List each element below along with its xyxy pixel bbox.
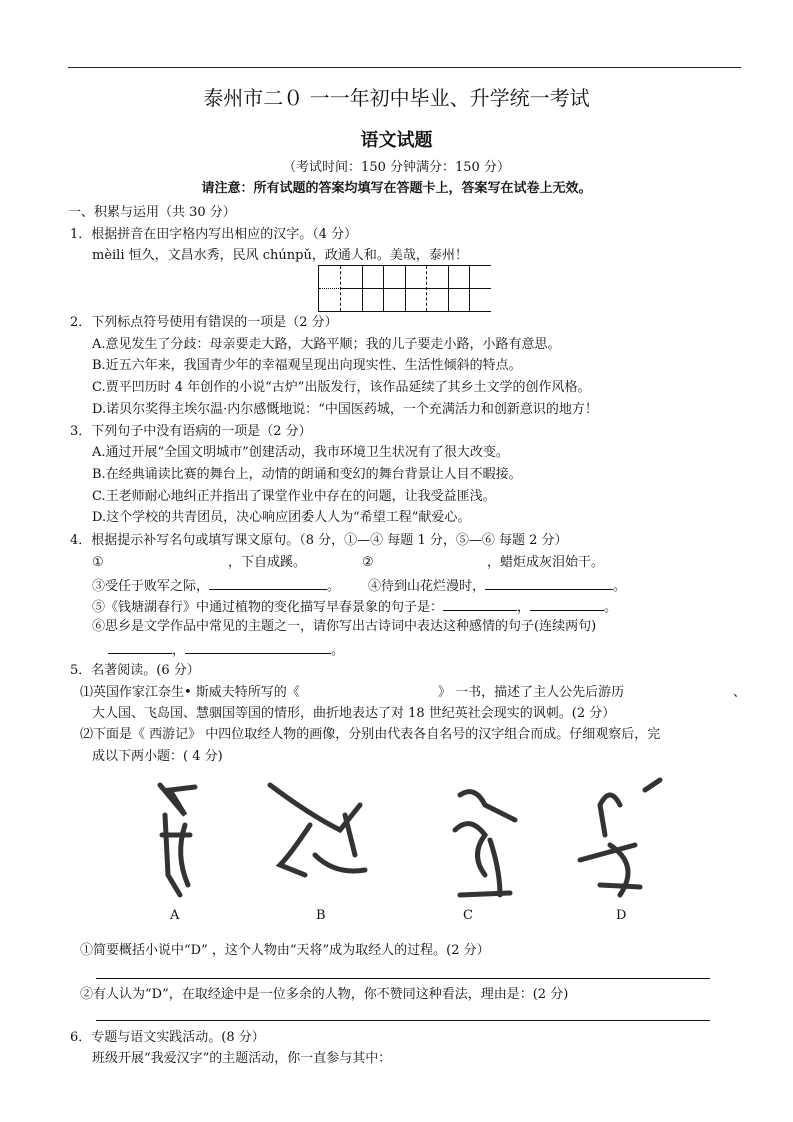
q5-sub2: ②有人认为“D”，在取经途中是一位多余的人物，你不赞同这种看法，理由是：(2 分) — [80, 987, 569, 1002]
q3-option-a: A.通过开展“全国文明城市”创建活动，我市环境卫生状况有了很大改变。 — [92, 445, 509, 460]
answer-blank — [185, 641, 331, 654]
q4-item6-blanks: ， 。 — [108, 641, 344, 659]
figure-label-b: B — [316, 908, 326, 923]
q4-stem: 4．根据提示补写名句或填写课文原句。（8 分，①—④ 每题 1 分，⑤—⑥ 每题 2 分） — [70, 533, 568, 548]
answer-blank — [443, 598, 517, 611]
q5-p2-b: 成以下两小题：( 4 分) — [92, 749, 223, 764]
exam-notice: 请注意：所有试题的答案均填写在答题卡上，答案写在试卷上无效。 — [201, 181, 592, 196]
exam-subtitle: 语文试题 — [360, 130, 433, 151]
q4-item3: ③受任于败军之际， 。 — [92, 579, 341, 594]
q4-item1-text: ，下自成蹊。 — [228, 555, 307, 570]
q5-p1-d: 大人国、飞岛国、慧骃国等国的情形，曲折地表达了对 18 世纪英社会现实的讽刺。(2 分） — [92, 706, 616, 721]
q5-p1-b: 》 一书，描述了主人公先后游历 — [438, 685, 625, 700]
q2-option-b: B.近五六年来，我国青少年的幸福观呈现出向现实性、生活性倾斜的特点。 — [92, 358, 522, 373]
answer-line — [96, 1020, 710, 1021]
answer-line — [96, 978, 710, 979]
figure-d — [580, 780, 660, 895]
q2-option-d: D.诺贝尔奖得主埃尔温·内尔感慨地说：“中国医药城，一个充满活力和创新意识的地方！ — [92, 402, 598, 417]
q5-p1-a: ⑴英国作家江奈生• 斯威夫特所写的《 — [80, 685, 300, 700]
q1-stem: 1．根据拼音在田字格内写出相应的汉字。（4 分） — [70, 227, 358, 242]
q5-p1-c: 、 — [733, 685, 747, 700]
q2-option-c: C.贾平凹历时 4 年创作的小说“古炉”出版发行，该作品延续了其乡土文学的创作风格。 — [92, 380, 591, 395]
figure-c — [455, 792, 515, 895]
figure-label-d: D — [616, 908, 627, 923]
exam-info: （考试时间：150 分钟满分：150 分） — [283, 160, 510, 175]
q4-item1-num: ① — [92, 555, 104, 570]
q3-stem: 3．下列句子中没有语病的一项是（2 分） — [70, 424, 312, 439]
answer-blank — [485, 577, 613, 590]
q6-stem: 6．专题与语文实践活动。(8 分） — [70, 1030, 265, 1045]
q2-stem: 2．下列标点符号使用有错误的一项是（2 分） — [70, 315, 338, 330]
q4-item5: ⑤《钱塘湖春行》中通过植物的变化描写早春景象的句子是： ， 。 — [92, 600, 618, 615]
q3-option-c: C.王老师耐心地纠正并指出了课堂作业中存在的问题，让我受益匪浅。 — [92, 489, 496, 504]
q6-text: 班级开展“我爱汉字”的主题活动，你一直参与其中： — [92, 1051, 392, 1066]
journey-west-character-figures — [140, 775, 680, 905]
answer-blank — [209, 577, 327, 590]
q4-item2-num: ② — [362, 555, 374, 570]
q5-p2-a: ⑵下面是《 西游记》 中四位取经人物的画像，分别由代表各自名号的汉字组合而成。仔细观察后，完 — [80, 727, 661, 742]
answer-blank — [108, 641, 172, 654]
q2-option-a: A.意见发生了分歧：母亲要走大路，大路平顺；我的儿子要走小路，小路有意思。 — [92, 337, 561, 352]
top-rule — [68, 67, 741, 68]
tianzige-grid — [318, 265, 491, 312]
exam-title: 泰州市二０ 一一年初中毕业、升学统一考试 — [203, 86, 590, 110]
q4-item4: ④待到山花烂漫时， 。 — [368, 579, 627, 594]
q4-item6: ⑥思乡是文学作品中常见的主题之一，请你写出古诗词中表达这种感情的句子(连续两句) — [92, 619, 597, 634]
figure-a — [160, 785, 195, 895]
q5-stem: 5．名著阅读。(6 分） — [70, 663, 200, 678]
q1-text: mèili 恒久，文昌水秀，民风 chúnpǔ，政通人和。美哉，泰州！ — [92, 248, 468, 263]
figure-label-c: C — [463, 908, 473, 923]
q5-sub1: ①简要概括小说中“D” ，这个人物由“天将”成为取经人的过程。(2 分） — [80, 943, 490, 958]
section-heading: 一、积累与运用（共 30 分） — [68, 205, 236, 220]
q4-item2-text: ，蜡炬成灰泪始干。 — [487, 555, 605, 570]
answer-blank — [530, 598, 604, 611]
q3-option-d: D.这个学校的共青团员，决心响应团委人人为“希望工程”献爱心。 — [92, 510, 471, 525]
q3-option-b: B.在经典诵读比赛的舞台上，动情的朗诵和变幻的舞台背景让人目不暇接。 — [92, 467, 522, 482]
figure-label-a: A — [170, 908, 180, 923]
figure-b — [270, 785, 365, 875]
